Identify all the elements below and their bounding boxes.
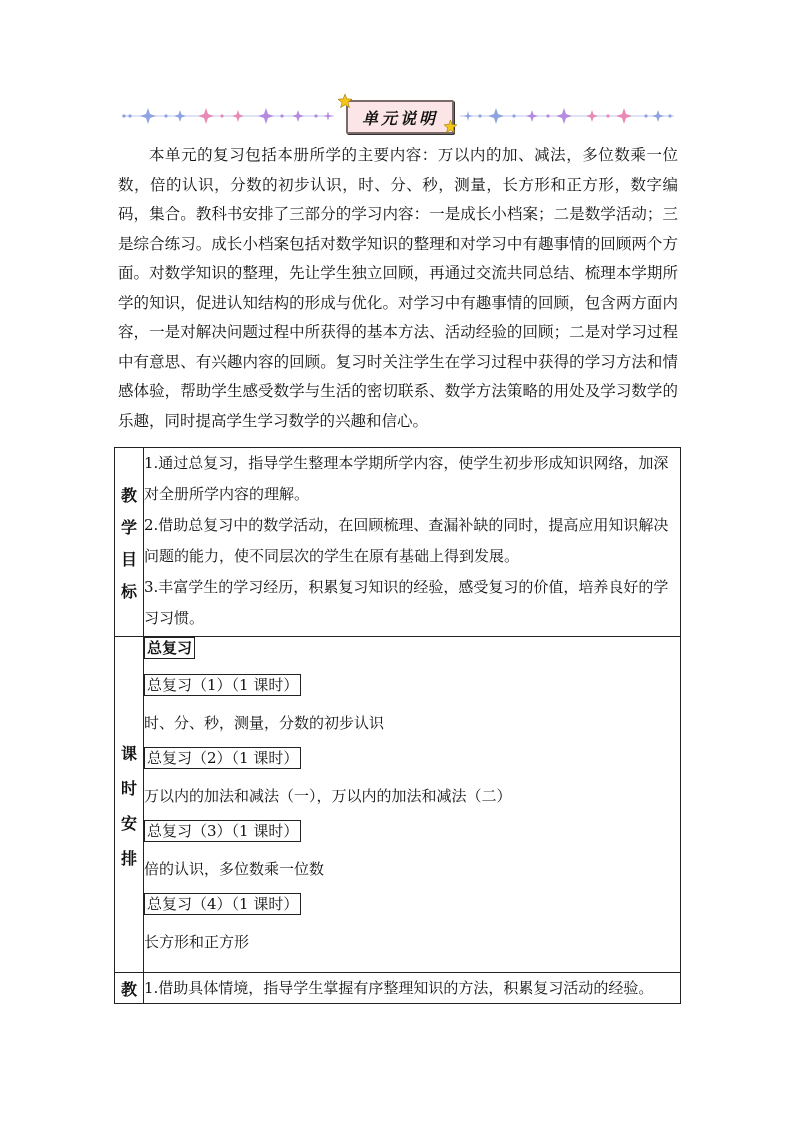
intro-paragraph: 本单元的复习包括本册所学的主要内容：万以内的加、减法，多位数乘一位数，倍的认识，分数的初步认识，时、分、秒，测量，长方形和正方形，数字编码，集合。教科书安排了三部分的学习内容：一是成长小档案；二是数学活动；三是综合练习。成长小档案包括对数学知识的整理和对学习中有趣事情的回顾两个方面。对数学知识的整理，先让学生独立回顾，再通过交流共同总结、梳理本学期所学的知识，促进认知结构的形成与优化。对学习中有趣事情的回顾，包含两方面内容，一是对解决问题过程中所获得的基本方法、活动经验的回顾；二是对学习过程中有意思、有兴趣内容的回顾。复习时关注学生在学习过程中获得的学习方法和情感体验，帮助学生感受数学与生活的密切联系、数学方法策略的用处及学习数学的乐趣，同时提高学生学习数学的兴趣和信心。 bbox=[118, 146, 678, 430]
goal-item: 2.借助总复习中的数学活动，在回顾梳理、查漏补缺的同时，提高应用知识解决问题的能力，使不同层次的学生在原有基础上得到发展。 bbox=[144, 516, 669, 565]
lesson-tag: 总复习（2）（1 课时） bbox=[144, 747, 301, 769]
lesson-content: 长方形和正方形 bbox=[144, 933, 250, 951]
schedule-row bbox=[115, 637, 681, 973]
lesson-plan-table bbox=[114, 447, 681, 1004]
schedule-label: 课 时 安 排 bbox=[115, 637, 144, 973]
schedule-content bbox=[144, 637, 681, 973]
lesson-tag: 总复习（1）（1 课时） bbox=[144, 674, 301, 696]
lesson-content: 时、分、秒，测量，分数的初步认识 bbox=[144, 714, 385, 732]
lesson-content: 万以内的加法和减法（一），万以内的加法和减法（二） bbox=[144, 787, 512, 805]
method-row bbox=[115, 973, 681, 1004]
method-label: 教 bbox=[115, 973, 144, 1004]
sparkle-decoration-right bbox=[456, 98, 678, 134]
goals-content bbox=[144, 448, 681, 637]
star-icon bbox=[338, 94, 352, 108]
goal-item: 1.通过总复习，指导学生整理本学期所学内容，使学生初步形成知识网络，加深对全册所学内容的理解。 bbox=[144, 454, 669, 503]
section-header bbox=[118, 98, 678, 134]
goals-row bbox=[115, 448, 681, 637]
schedule-heading: 总复习 bbox=[144, 637, 195, 659]
goal-item: 3.丰富学生的学习经历，积累复习知识的经验，感受复习的价值，培养良好的学习习惯。 bbox=[144, 578, 669, 627]
method-content: 1.借助具体情境，指导学生掌握有序整理知识的方法，积累复习活动的经验。 bbox=[144, 973, 681, 1004]
sparkle-decoration-left bbox=[118, 98, 338, 134]
section-title: 单元说明 bbox=[346, 100, 454, 134]
goals-label: 教 学 目 标 bbox=[115, 448, 144, 637]
lesson-tag: 总复习（3）（1 课时） bbox=[144, 820, 301, 842]
lesson-tag: 总复习（4）（1 课时） bbox=[144, 893, 301, 915]
lesson-content: 倍的认识，多位数乘一位数 bbox=[144, 860, 325, 878]
